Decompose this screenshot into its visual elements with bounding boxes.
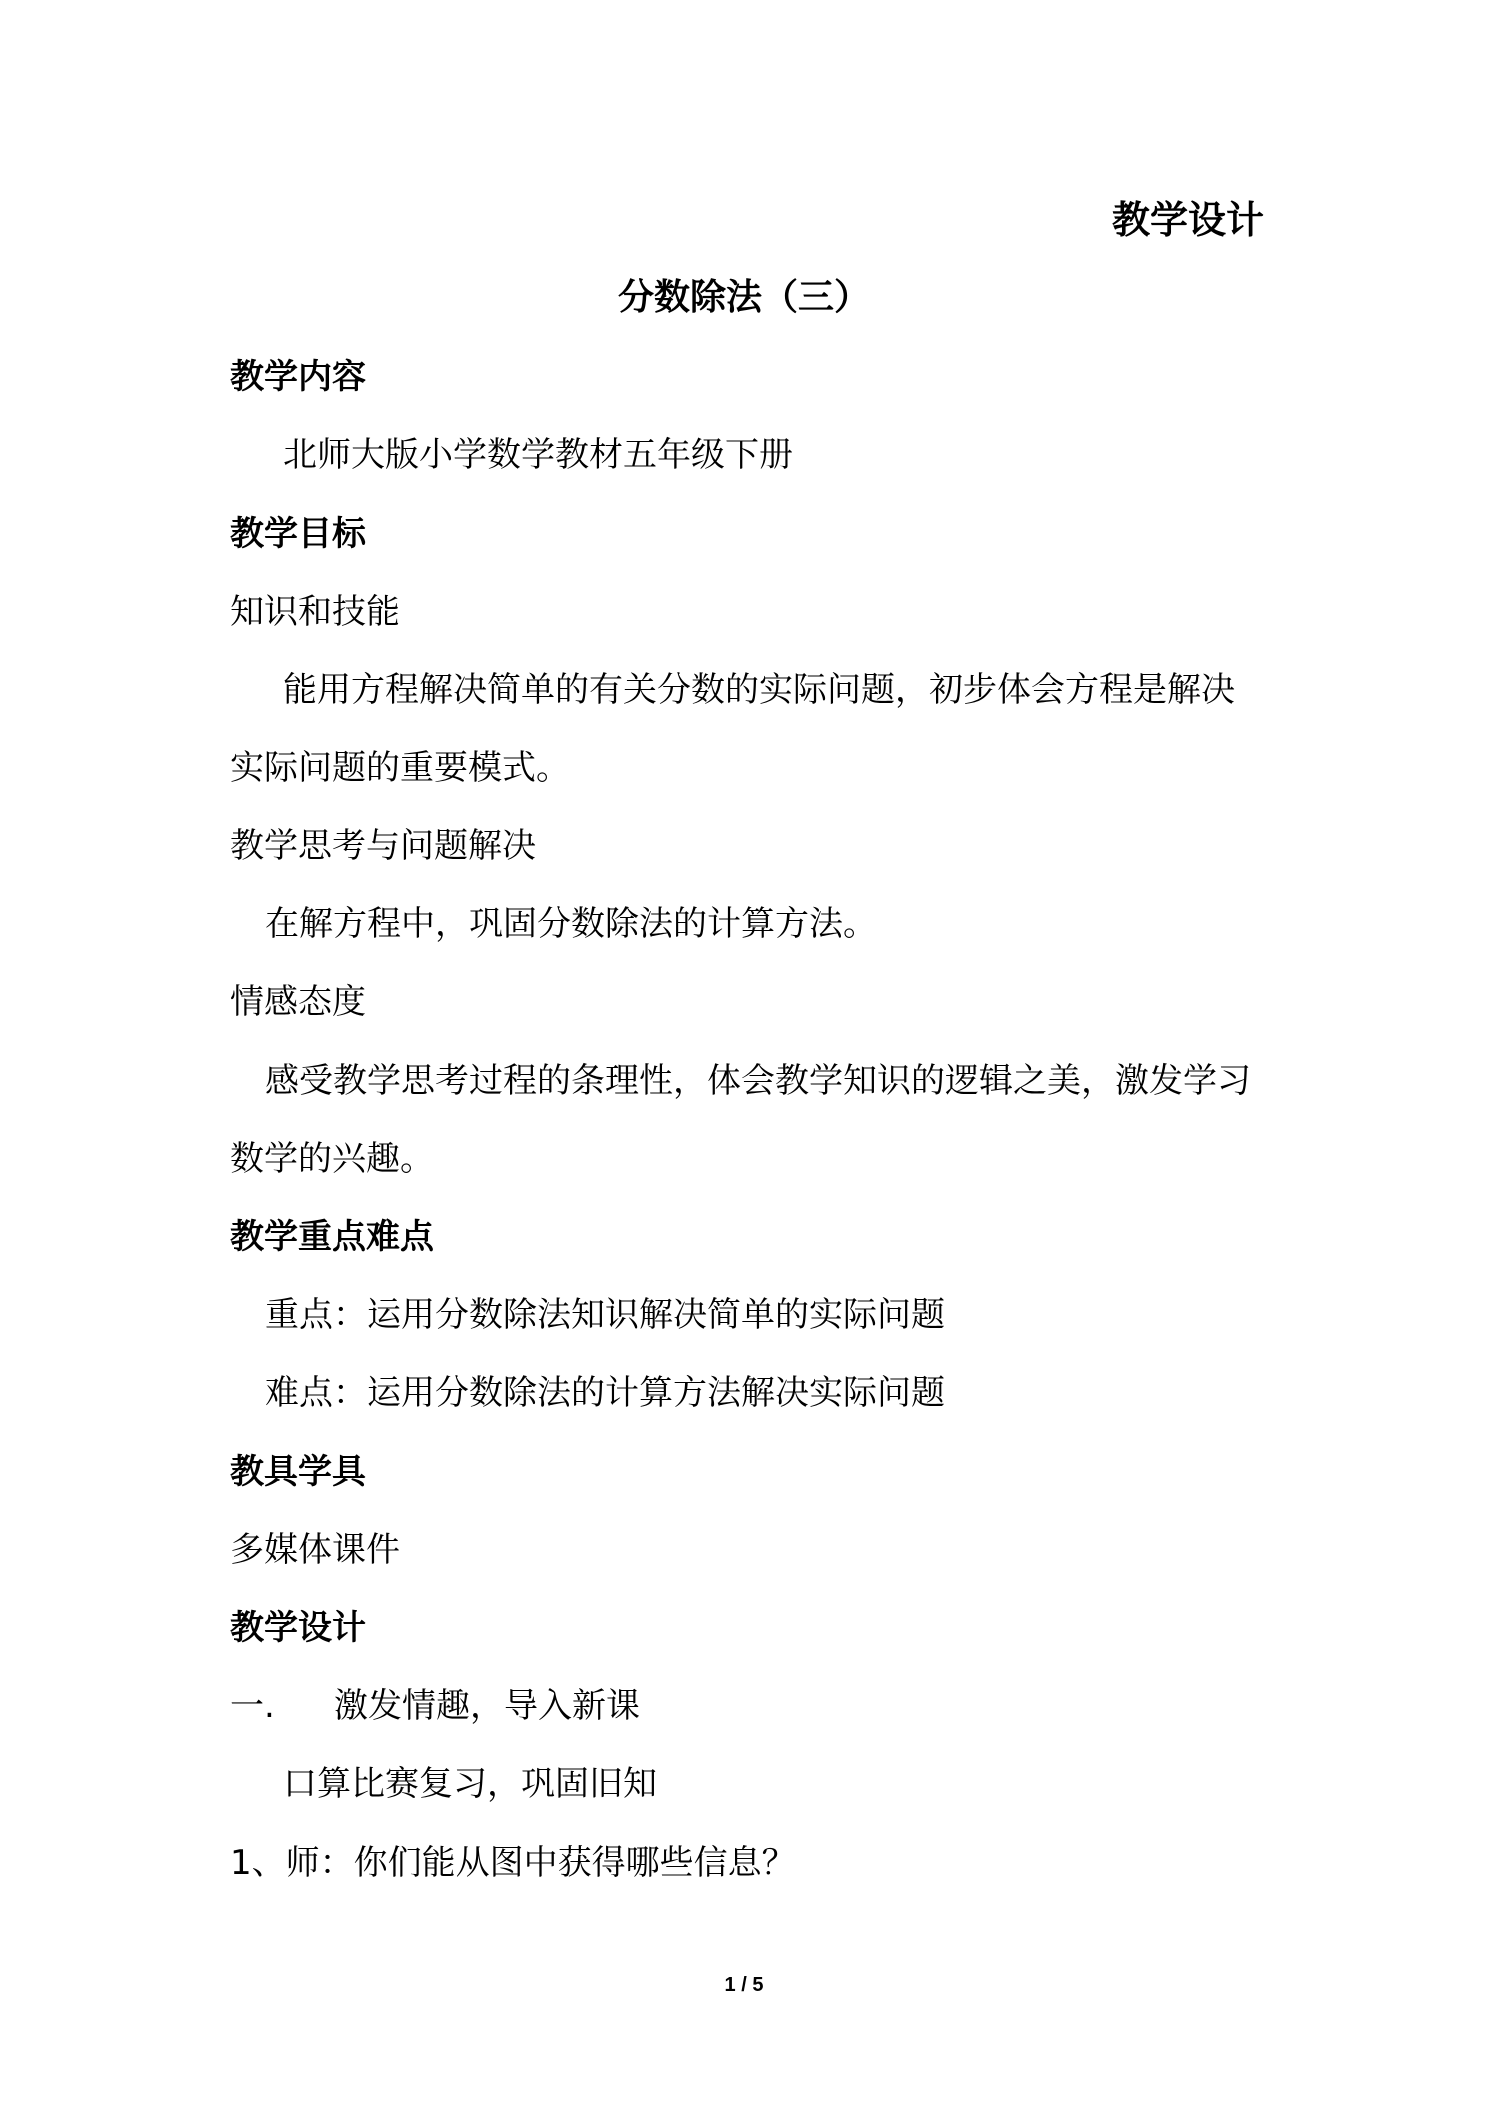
emotion-text-line-2: 数学的兴趣。	[230, 1139, 434, 1179]
step-1-title: 激发情趣，导入新课	[334, 1686, 640, 1726]
subheading-knowledge: 知识和技能	[230, 592, 400, 632]
key-point-text: 重点：运用分数除法知识解决简单的实际问题	[265, 1295, 945, 1335]
question-1: 1、师：你们能从图中获得哪些信息？	[230, 1843, 796, 1883]
section-heading-goals: 教学目标	[230, 514, 366, 554]
document-title: 分数除法（三）	[617, 277, 870, 318]
section-heading-content: 教学内容	[230, 357, 366, 397]
thinking-text: 在解方程中，巩固分数除法的计算方法。	[265, 904, 877, 944]
page-number: 1 / 5	[724, 1974, 764, 1996]
content-text: 北师大版小学数学教材五年级下册	[283, 435, 793, 475]
document-header-label: 教学设计	[1111, 198, 1264, 242]
section-heading-design: 教学设计	[230, 1608, 366, 1648]
section-heading-key-points: 教学重点难点	[230, 1217, 434, 1257]
step-1-number: 一.	[230, 1686, 275, 1726]
tools-text: 多媒体课件	[230, 1530, 400, 1570]
step-1-subtext: 口算比赛复习，巩固旧知	[283, 1764, 657, 1804]
difficult-point-text: 难点：运用分数除法的计算方法解决实际问题	[265, 1373, 945, 1413]
step-1-heading	[230, 1684, 640, 1728]
section-heading-tools: 教具学具	[230, 1452, 366, 1492]
knowledge-text-line-1: 能用方程解决简单的有关分数的实际问题，初步体会方程是解决	[283, 670, 1235, 710]
emotion-text-line-1: 感受教学思考过程的条理性，体会教学知识的逻辑之美，激发学习	[265, 1061, 1251, 1101]
knowledge-text-line-2: 实际问题的重要模式。	[230, 748, 570, 788]
subheading-emotion: 情感态度	[230, 982, 366, 1022]
subheading-thinking: 教学思考与问题解决	[230, 826, 536, 866]
